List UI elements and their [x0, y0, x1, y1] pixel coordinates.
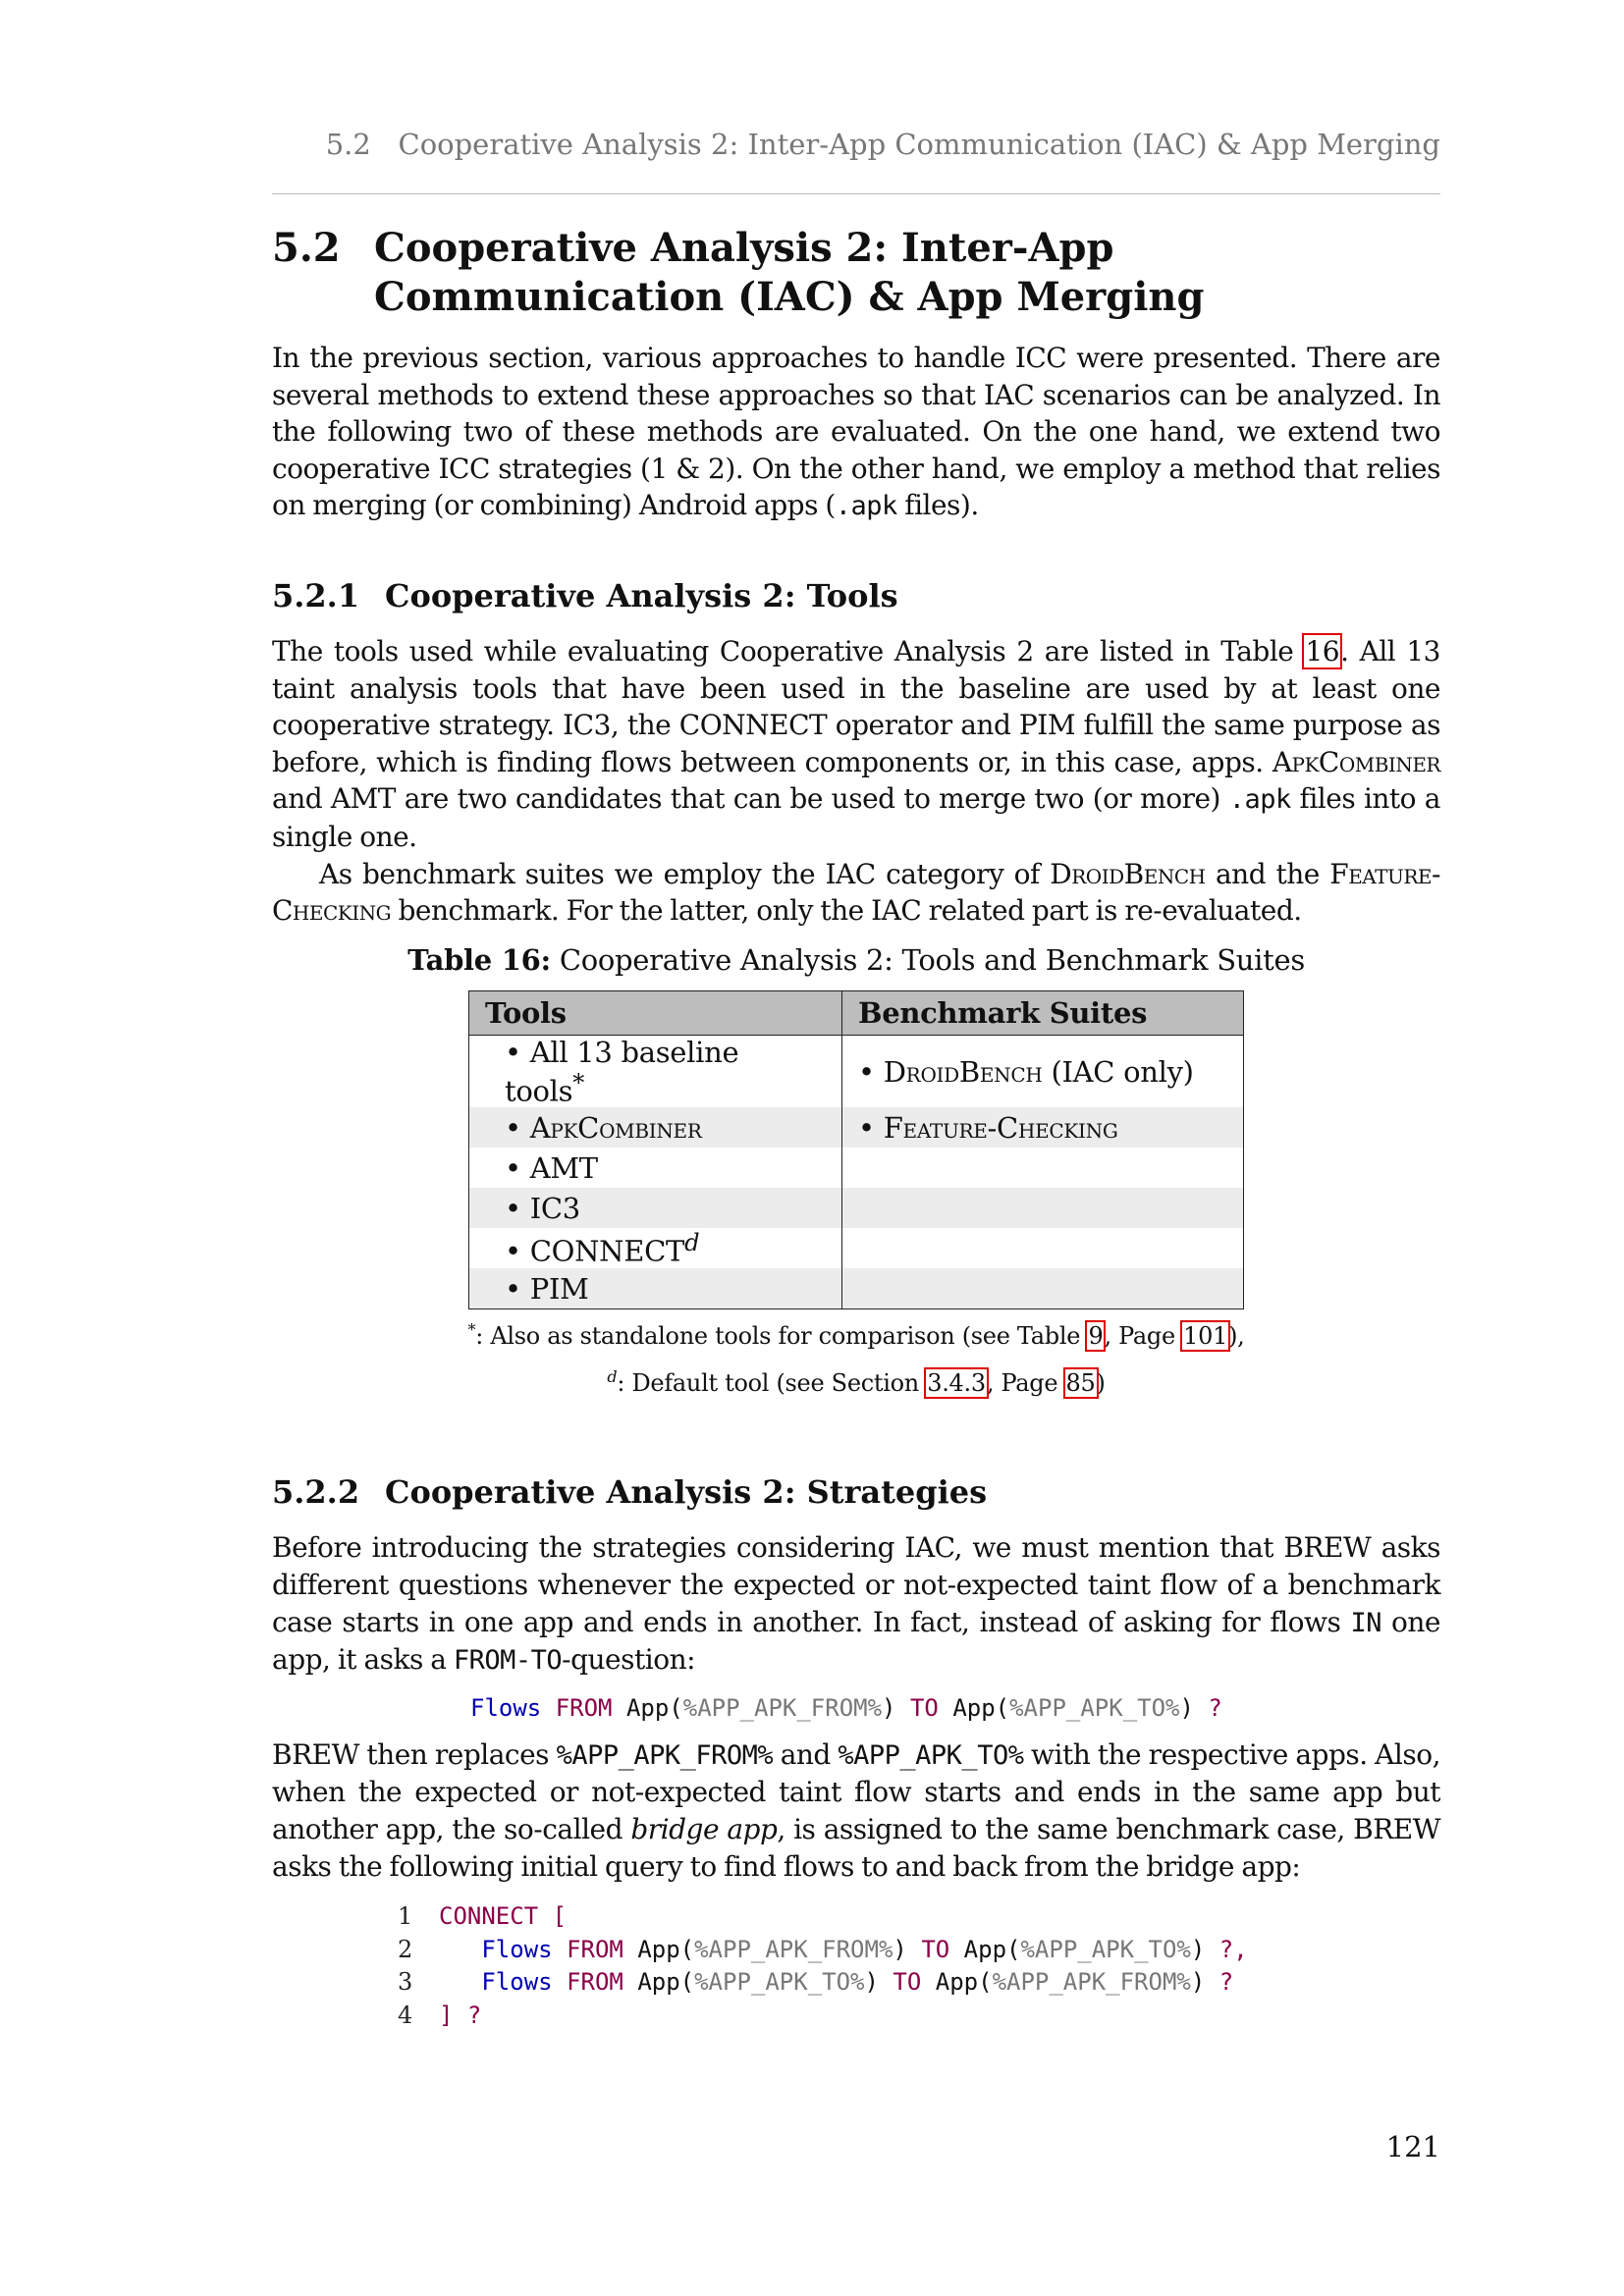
table-row: [469, 1107, 1244, 1148]
in-code: IN: [1350, 1607, 1381, 1638]
benchmark-paragraph: As benchmark suites we employ the IAC category of DroidBench and the Feature-Checking benchmark. For the latter, only the IAC related part is re-evaluated.: [272, 857, 1440, 928]
apk-code: .apk: [835, 491, 897, 522]
header-rule: [272, 193, 1440, 194]
app-apk-from-code: %APP_APK_FROM%: [556, 1739, 774, 1771]
apk-code: .apk: [1228, 784, 1291, 816]
table-cell-tool: • IC3: [469, 1188, 842, 1228]
listing-line-2: 2 Flows FROM App(%APP_APK_FROM%) TO App(%APP_APK_TO%) ?,: [398, 1935, 1248, 1963]
table-header-row: [469, 990, 1244, 1035]
listing-line-1: 1 CONNECT [: [398, 1902, 568, 1931]
page-number: 121: [1385, 2130, 1440, 2163]
table-cell-tool: • CONNECT$^d$: [469, 1228, 842, 1268]
table-cell-suite: [842, 1268, 1244, 1309]
table-cell-suite: • Feature-Checking: [842, 1107, 1244, 1148]
bridge-app-term: bridge app: [630, 1812, 778, 1845]
table-cell-suite: [842, 1188, 1244, 1228]
table-9-ref-link[interactable]: 9: [1088, 1322, 1104, 1351]
section-heading: [272, 224, 1440, 322]
table-cell-suite: [842, 1148, 1244, 1188]
page-101-ref-link[interactable]: 101: [1183, 1322, 1228, 1351]
apkcombiner-name: ApkCombiner: [1272, 745, 1440, 778]
table-caption-text: Cooperative Analysis 2: Tools and Benchmark Suites: [559, 942, 1305, 977]
table-cell-tool: • PIM: [469, 1268, 842, 1309]
table-label: Table 16:: [407, 942, 551, 977]
subsection-heading-tools: [272, 576, 1440, 615]
subsection-title: Cooperative Analysis 2: Strategies: [385, 1473, 988, 1512]
subsection-heading-strategies: [272, 1472, 1440, 1512]
table-row: [469, 1035, 1244, 1107]
subsection-number: 5.2.1: [272, 576, 360, 614]
listing-line-3: 3 Flows FROM App(%APP_APK_TO%) TO App(%APP_APK_FROM%) ?: [398, 1968, 1234, 1997]
table-row: [469, 1268, 1244, 1309]
listing-line-4: 4 ] ?: [398, 2001, 482, 2029]
app-apk-to-code: %APP_APK_TO%: [838, 1739, 1024, 1771]
running-header: 5.2 Cooperative Analysis 2: Inter-App Communication (IAC) & App Merging: [325, 128, 1440, 161]
table-row: [469, 1148, 1244, 1188]
section-343-ref-link[interactable]: 3.4.3: [927, 1369, 986, 1398]
table-note-default: $^d$: Default tool (see Section 3.4.3, Page 85): [607, 1367, 1106, 1398]
subsection-number: 5.2.2: [272, 1473, 360, 1512]
from-to-query: Flows FROM App(%APP_APK_FROM%) TO App(%APP_APK_TO%) ?: [470, 1693, 1222, 1722]
subsection-title: Cooperative Analysis 2: Tools: [385, 576, 898, 614]
from-to-code: FROM-TO: [453, 1645, 563, 1677]
table-cell-tool: • All 13 baseline tools*: [469, 1035, 842, 1107]
table-cell-tool: • ApkCombiner: [469, 1107, 842, 1148]
table-ref-link[interactable]: 16: [1305, 634, 1340, 667]
bridge-app-paragraph: BREW then replaces %APP_APK_FROM% and %APP_APK_TO% with the respective apps. Also, when the expected or not-expected taint flow starts and ends in the same app but another app, the so-called bridge app, is assigned to the same benchmark case, BREW asks the following initial query to find flows to and back from the bridge app:: [272, 1737, 1441, 1883]
table-note-standalone: *: Also as standalone tools for comparison (see Table 9, Page 101),: [467, 1320, 1245, 1351]
table-row: [469, 1188, 1244, 1228]
table-header-tools: Tools: [469, 990, 842, 1035]
table-cell-tool: • AMT: [469, 1148, 842, 1188]
table-caption: [272, 943, 1440, 977]
table-notes: [272, 1309, 1440, 1404]
intro-paragraph: In the previous section, various approaches to handle ICC were presented. There are several methods to extend these approaches so that IAC scenarios can be analyzed. In the following two of these methods are evaluated. On the one hand, we extend two cooperative ICC strategies (1 & 2). On the other hand, we employ a method that relies on merging (or combining) Android apps (.apk files).: [272, 342, 1440, 522]
tools-table: [468, 990, 1244, 1310]
table-cell-suite: • DroidBench (IAC only): [842, 1035, 1244, 1107]
table-header-suites: Benchmark Suites: [842, 990, 1244, 1035]
page-85-ref-link[interactable]: 85: [1065, 1369, 1096, 1398]
page-content: [272, 224, 1440, 2033]
droidbench-name: DroidBench: [1050, 857, 1206, 890]
table-row: [469, 1228, 1244, 1268]
connect-query-listing: [272, 1900, 1440, 2032]
strategies-paragraph: Before introducing the strategies considering IAC, we must mention that BREW asks different questions whenever the expected or not-expected taint flow of a benchmark case starts in one app and ends in another. In fact, instead of asking for flows IN one app, it asks a FROM-TO-question:: [272, 1531, 1440, 1677]
feature-checking-name: Feature-Checking: [272, 857, 1440, 928]
table-cell-suite: [842, 1228, 1244, 1268]
section-number: 5.2: [272, 225, 341, 271]
section-title: Cooperative Analysis 2: Inter-App Communication (IAC) & App Merging: [374, 225, 1205, 320]
tools-paragraph: The tools used while evaluating Cooperative Analysis 2 are listed in Table 16. All 13 taint analysis tools that have been used in the baseline are used by at least one cooperative strategy. IC3, the CONNECT operator and PIM fulfill the same purpose as before, which is finding flows between components or, in this case, apps. ApkCombiner and AMT are two candidates that can be used to merge two (or more) .apk files into a single one.: [272, 634, 1440, 853]
